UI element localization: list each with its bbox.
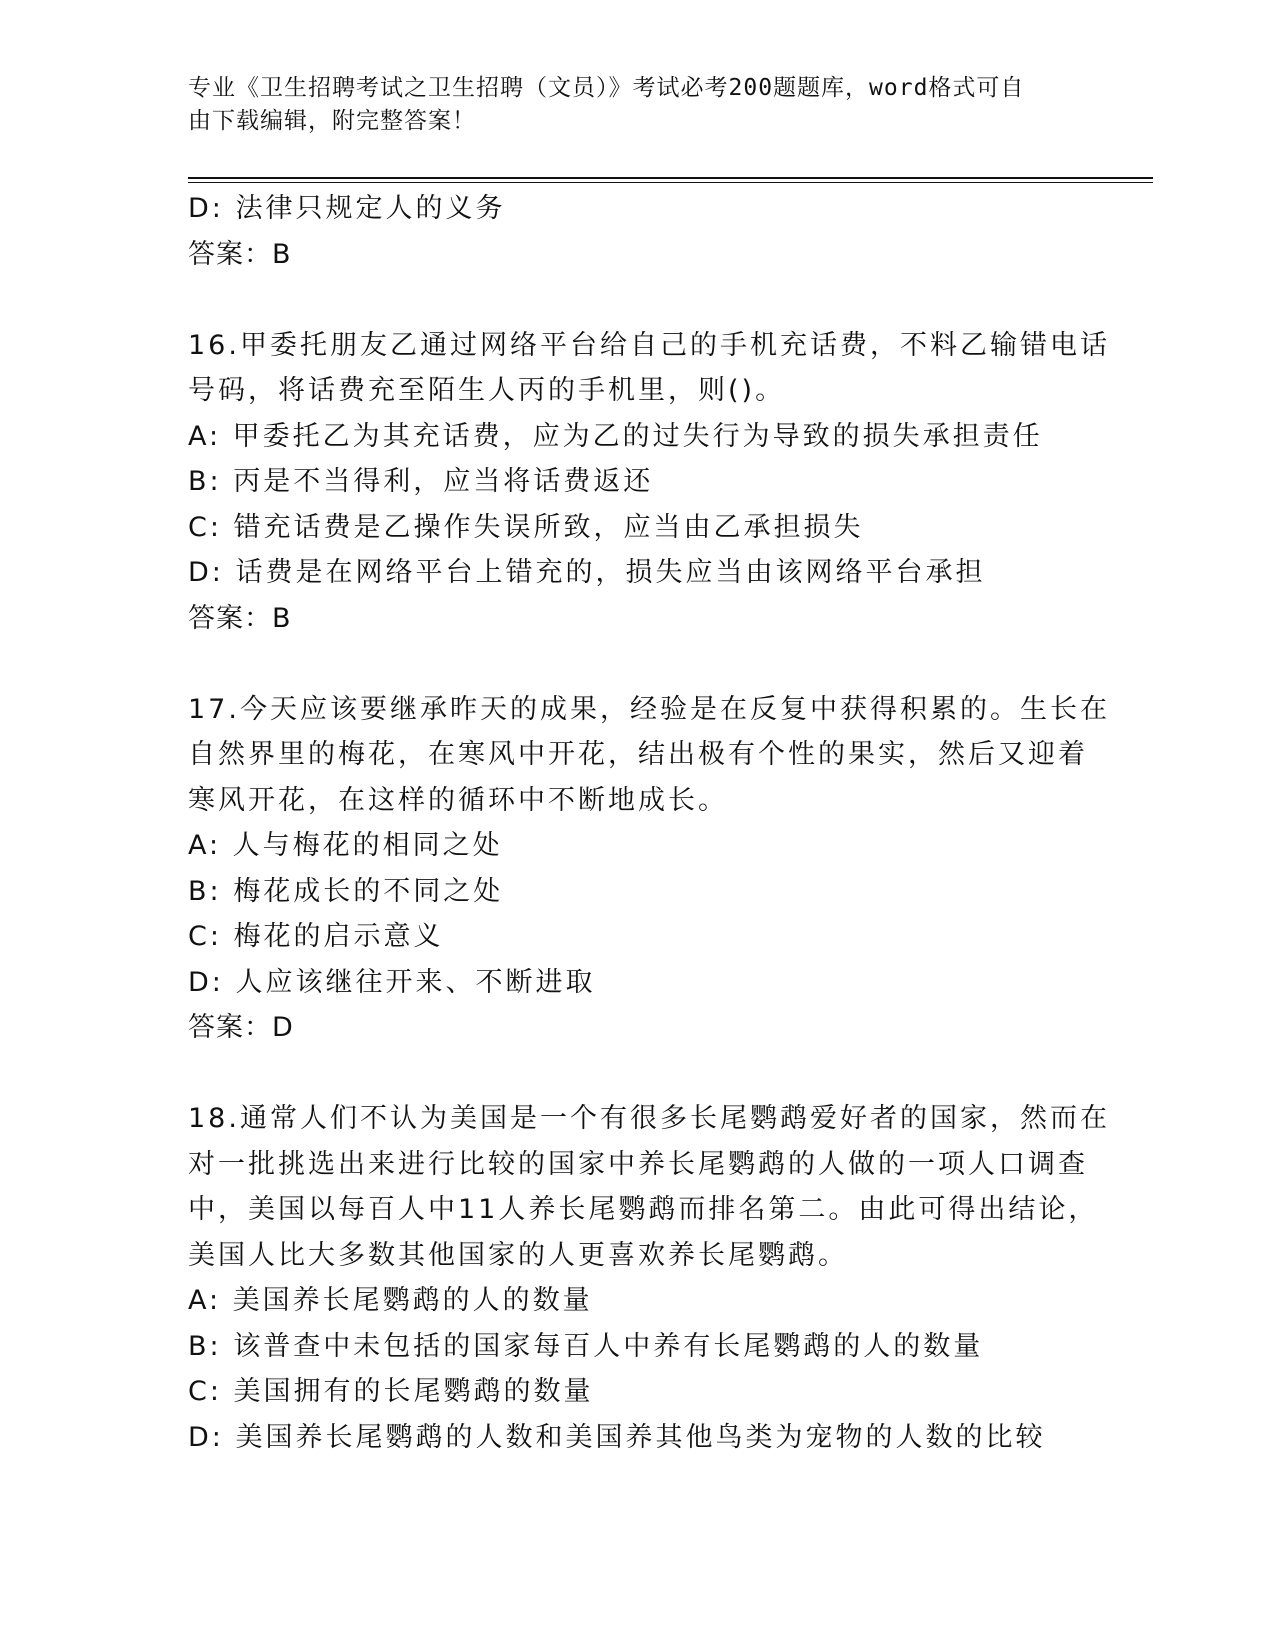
question-stem: 17.今天应该要继承昨天的成果，经验是在反复中获得积累的。生长在 bbox=[188, 693, 1110, 725]
question-content bbox=[188, 186, 1110, 1460]
header-divider bbox=[188, 182, 1153, 183]
question-18 bbox=[188, 1096, 1110, 1460]
question-stem: 18.通常人们不认为美国是一个有很多长尾鹦鹉爱好者的国家，然而在 bbox=[188, 1103, 1110, 1134]
option-b: B: 梅花成长的不同之处 bbox=[188, 875, 504, 907]
answer-label: 答案：B bbox=[188, 238, 292, 270]
spacer bbox=[188, 641, 1088, 687]
option-c: C: 美国拥有的长尾鹦鹉的数量 bbox=[188, 1376, 594, 1407]
answer-label: 答案：D bbox=[188, 1012, 294, 1043]
question-stem: 对一批挑选出来进行比较的国家中养长尾鹦鹉的人做的一项人口调查 bbox=[188, 1148, 1088, 1180]
option-c: C: 梅花的启示意义 bbox=[188, 921, 444, 952]
option-a: A: 美国养长尾鹦鹉的人的数量 bbox=[188, 1285, 593, 1316]
header-line: 由下载编辑，附完整答案！ bbox=[188, 108, 476, 134]
previous-question-tail bbox=[188, 186, 1088, 277]
option-d: D: 人应该继往开来、不断进取 bbox=[188, 966, 596, 998]
question-17 bbox=[188, 687, 1110, 1051]
spacer bbox=[188, 277, 1088, 323]
question-stem: 中，美国以每百人中11人养长尾鹦鹉而排名第二。由此可得出结论， bbox=[188, 1194, 1099, 1225]
option-a: A: 甲委托乙为其充话费，应为乙的过失行为导致的损失承担责任 bbox=[188, 420, 1043, 452]
header-divider bbox=[188, 177, 1153, 179]
option-a: A: 人与梅花的相同之处 bbox=[188, 830, 503, 861]
spacer bbox=[188, 1051, 1088, 1097]
option-d: D: 美国养长尾鹦鹉的人数和美国养其他鸟类为宠物的人数的比较 bbox=[188, 1421, 1046, 1453]
question-stem: 号码，将话费充至陌生人丙的手机里，则()。 bbox=[188, 375, 786, 406]
document-header bbox=[188, 72, 1068, 138]
answer-label: 答案：B bbox=[188, 602, 292, 634]
option-b: B: 该普查中未包括的国家每百人中养有长尾鹦鹉的人的数量 bbox=[188, 1330, 984, 1362]
option-d: D: 话费是在网络平台上错充的，损失应当由该网络平台承担 bbox=[188, 557, 986, 588]
header-line: 专业《卫生招聘考试之卫生招聘（文员）》考试必考200题题库，word格式可自 bbox=[188, 75, 1025, 101]
option-b: B: 丙是不当得利，应当将话费返还 bbox=[188, 466, 654, 497]
question-stem: 自然界里的梅花，在寒风中开花，结出极有个性的果实，然后又迎着 bbox=[188, 739, 1088, 770]
option-d: D: 法律只规定人的义务 bbox=[188, 193, 506, 224]
option-c: C: 错充话费是乙操作失误所致，应当由乙承担损失 bbox=[188, 511, 864, 543]
question-stem: 美国人比大多数其他国家的人更喜欢养长尾鹦鹉。 bbox=[188, 1239, 848, 1271]
question-stem: 寒风开花，在这样的循环中不断地成长。 bbox=[188, 784, 728, 816]
question-stem: 16.甲委托朋友乙通过网络平台给自己的手机充话费，不料乙输错电话 bbox=[188, 329, 1110, 361]
question-16 bbox=[188, 323, 1110, 642]
